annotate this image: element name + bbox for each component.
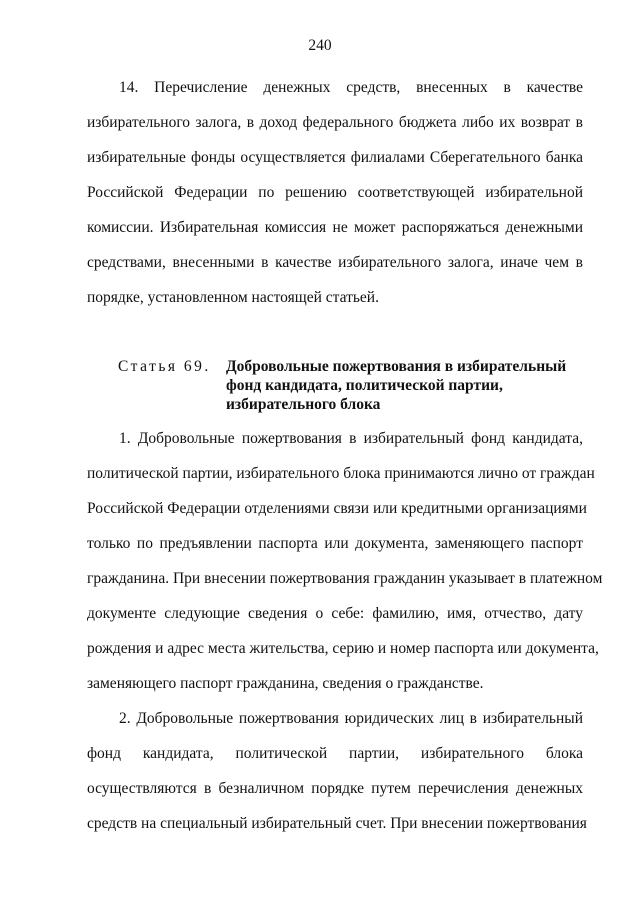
paragraph-14-line: порядке, установленном настоящей статьей. xyxy=(87,289,379,306)
paragraph-1-line: 1. Добровольные пожертвования в избирательный фонд кандидата, xyxy=(119,430,583,447)
paragraph-1-line: заменяющего паспорт гражданина, сведения о гражданстве. xyxy=(87,675,484,692)
paragraph-14-line: средствами, внесенными в качестве избирательного залога, иначе чем в xyxy=(87,254,583,271)
paragraph-1-line: рождения и адрес места жительства, серию и номер паспорта или документа, xyxy=(87,640,599,657)
paragraph-14-line: 14. Перечисление денежных средств, внесенных в качестве xyxy=(119,79,583,96)
paragraph-14-line: комиссии. Избирательная комиссия не может распоряжаться денежными xyxy=(87,219,583,236)
paragraph-1-line: гражданина. При внесении пожертвования гражданин указывает в платежном xyxy=(87,570,603,587)
article-label: Статья 69. xyxy=(118,358,211,375)
article-title-line: избирательного блока xyxy=(226,396,381,413)
paragraph-1-line: только по предъявлении паспорта или документа, заменяющего паспорт xyxy=(87,535,583,552)
paragraph-2-line: средств на специальный избирательный счет. При внесении пожертвования xyxy=(87,815,587,832)
paragraph-2-line: осуществляются в безналичном порядке путем перечисления денежных xyxy=(87,780,583,797)
article-title-line: Добровольные пожертвования в избирательный xyxy=(226,358,567,375)
article-title-line: фонд кандидата, политической партии, xyxy=(226,377,503,394)
paragraph-2-line: 2. Добровольные пожертвования юридических лиц в избирательный xyxy=(119,710,583,727)
paragraph-1-line: документе следующие сведения о себе: фамилию, имя, отчество, дату xyxy=(87,605,583,622)
paragraph-14-line: избирательного залога, в доход федерального бюджета либо их возврат в xyxy=(87,114,583,131)
paragraph-14-line: избирательные фонды осуществляется филиалами Сберегательного банка xyxy=(87,149,583,166)
paragraph-1-line: политической партии, избирательного блока принимаются лично от граждан xyxy=(87,465,595,482)
paragraph-2-line: фонд кандидата, политической партии, избирательного блока xyxy=(87,745,583,762)
paragraph-14-line: Российской Федерации по решению соответствующей избирательной xyxy=(87,184,583,201)
paragraph-1-line: Российской Федерации отделениями связи или кредитными организациями xyxy=(87,500,587,517)
page-number: 240 xyxy=(308,37,332,54)
